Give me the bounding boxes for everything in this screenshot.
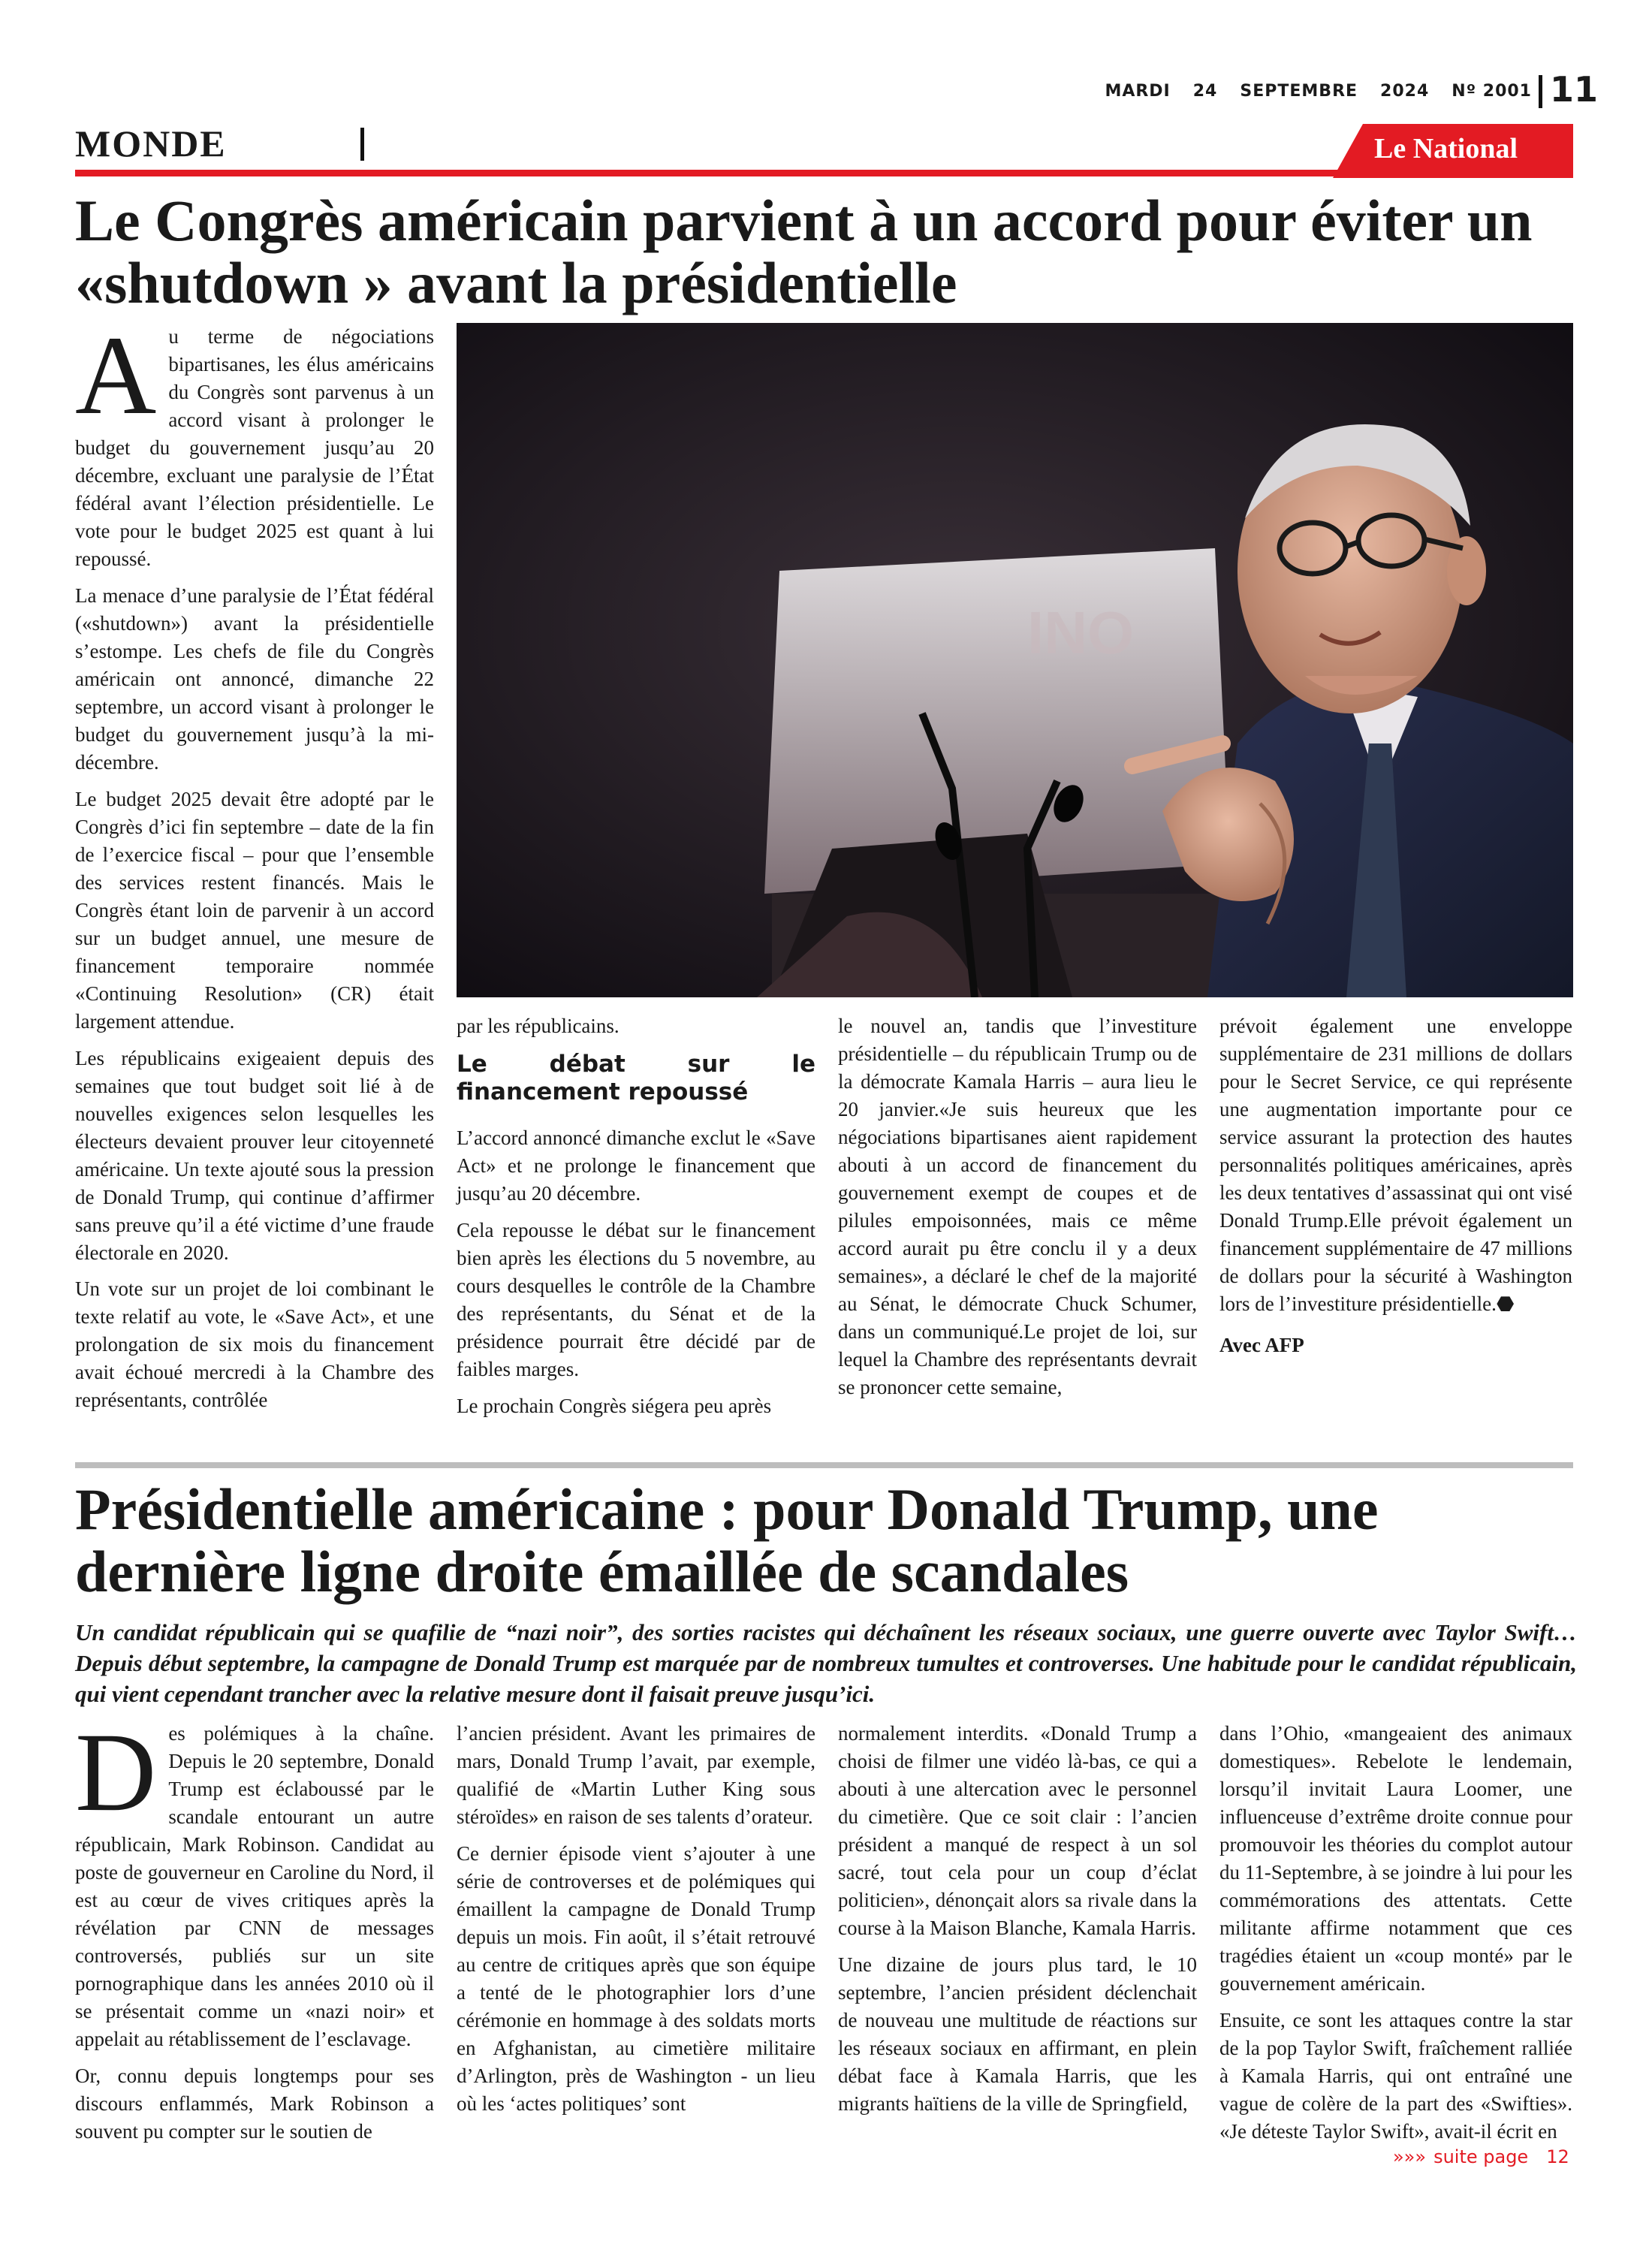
article1-column-1 xyxy=(75,313,434,1423)
end-mark-icon: ⬣ xyxy=(1496,1292,1515,1315)
paragraph: Ce dernier épisode vient s’ajouter à une série de controverses et de polémiques qui émaillent la campagne de Donald Trump depuis un mois. Fin août, il s’était retrouvé au centre de critiques après que son équipe a tenté de le photographier lors d’une cérémonie en hommage à des soldats morts en Afghanistan, au cimetière militaire d’Arlington, près de Washington - un lieu où les ‘actes politiques’ sont xyxy=(457,1841,815,2115)
article1-column-3 xyxy=(838,1012,1197,1410)
article-separator xyxy=(75,1462,1573,1468)
paragraph: L’accord annoncé dimanche exclut le «Save Act» et ne prolonge le financement que jusqu’au 20 décembre. xyxy=(457,1126,815,1205)
drop-cap: A xyxy=(75,313,157,438)
paragraph: Le prochain Congrès siégera peu après xyxy=(457,1395,772,1418)
article1-subheading: Le débat sur le financement repoussé xyxy=(457,1050,815,1106)
paragraph: prévoit également une enveloppe supplémentaire de 231 millions de dollars pour le Secret Service, ce qui représente une augmentation importante pour ce service assurant la protection des hautes personnalités politiques américaines, après les deux tentatives d’assassinat qui ont visé Donald Trump.Elle prévoit également un financement supplémentaire de 47 millions de dollars pour la sécurité à Washington lors de l’investiture présidentielle. xyxy=(1219,1015,1572,1315)
paragraph: Les républicains exigeaient depuis des semaines que tout budget soit lié à de nouvelles exigences selon lesquelles les électeurs devaient prouver leur citoyenneté américaine. Un texte ajouté sous la pression de Donald Trump, qui continue d’affirmer sans preuve qu’il a été victime d’une fraude électorale en 2020. xyxy=(75,1046,434,1264)
page-number: 11 xyxy=(1550,69,1599,110)
paragraph: La menace d’une paralysie de l’État fédéral («shutdown») avant la présidentielle s’estompe. Les chefs de file du Congrès américain ont annoncé, dimanche 22 septembre, un accord visant à prolonger le budget du gouvernement jusqu’à la mi-décembre. xyxy=(75,584,434,774)
header-divider xyxy=(1539,75,1542,108)
paragraph: Cela repousse le débat sur le financement bien après les élections du 5 novembre, au cours desquelles le contrôle de la Chambre des représentants, du Sénat et de la présidence pourrait être décidé par de faibles marges. xyxy=(457,1219,815,1381)
article2-lead: Un candidat républicain qui se quafilie de “nazi noir”, des sorties racistes qui déchaînent les réseaux sociaux, une guerre ouverte avec Taylor Swift… Depuis début septembre, la campagne de Donald Trump est marquée par de nombreux tumultes et controverses. Une habitude pour le candidat républicain, qui vient cependant trancher avec la relative mesure dont il faisait preuve jusqu’ici. xyxy=(75,1619,1577,1707)
section-divider xyxy=(360,128,364,161)
suite-label: suite page xyxy=(1433,2146,1529,2167)
article1-title: Le Congrès américain parvient à un accord pour éviter un «shutdown » avant la présidentielle xyxy=(75,188,1533,316)
article1-signature: Avec AFP xyxy=(1219,1333,1304,1356)
paragraph: Ensuite, ce sont les attaques contre la star de la pop Taylor Swift, fraîchement ralliée à Kamala Harris, qui ont entraîné une vague de colère de la part des «Swifties». «Je déteste Taylor Swift», avait-il écrit en xyxy=(1219,2008,1572,2143)
paragraph: u terme de négociations bipartisanes, les élus américains du Congrès sont parvenus à un accord visant à prolonger le budget du gouvernement jusqu’au 20 décembre, excluant une paralysie de l’État fédéral avant l’élection présidentielle. Le vote pour le budget 2025 est quant à lui repoussé. xyxy=(75,325,434,570)
suite-page-number: 12 xyxy=(1546,2146,1569,2167)
paragraph: par les républicains. xyxy=(457,1015,620,1037)
article2-column-1 xyxy=(75,1710,434,2155)
article2-title: Présidentielle américaine : pour Donald Trump, une dernière ligne droite émaillée de scandales xyxy=(75,1476,1379,1605)
article2-column-3 xyxy=(838,1720,1197,2127)
section-label: MONDE xyxy=(75,122,227,164)
paragraph: Un vote sur un projet de loi combinant le texte relatif au vote, le «Save Act», et une prolongation de six mois du financement avait échoué mercredi à la Chambre des représentants, contrôlée xyxy=(75,1277,434,1412)
issue-number: Nº 2001 xyxy=(1452,82,1532,101)
article1-column-2 xyxy=(457,1012,815,1429)
article1-column-4 xyxy=(1219,1012,1572,1359)
svg-text:INO: INO xyxy=(1027,599,1135,666)
issue-date xyxy=(1105,82,1532,101)
year: 2024 xyxy=(1380,82,1430,101)
drop-cap: D xyxy=(75,1710,157,1835)
paragraph: dans l’Ohio, «mangeaient des animaux domestiques». Rebelote le lendemain, lorsqu’il invitait Laura Loomer, une influenceuse d’extrême droite connue pour promouvoir les théories du complot autour du 11-Septembre, à se joindre à lui pour les commémorations des attentats. Cette militante affirme notamment que ces tragédies étaient un «coup monté» par le gouvernement américain. xyxy=(1219,1722,1572,1995)
date-number: 24 xyxy=(1192,82,1218,101)
article2-column-4 xyxy=(1219,1720,1572,2155)
paragraph: l’ancien président. Avant les primaires de mars, Donald Trump l’avait, par exemple, qualifié de «Martin Luther King sous stéroïdes» en raison de ses talents d’orateur. xyxy=(457,1722,815,1828)
paragraph: es polémiques à la chaîne. Depuis le 20 septembre, Donald Trump est éclaboussé par le scandale entourant un autre républicain, Mark Robinson. Candidat au poste de gouverneur en Caroline du Nord, il est au cœur de vives critiques après la révélation par CNN de messages controversés, publiés sur un site pornographique dans les années 2010 où il se présentait comme un «nazi noir» et appelait au rétablissement de l’esclavage. xyxy=(75,1722,434,2050)
article2-column-2 xyxy=(457,1720,815,2127)
month: SEPTEMBRE xyxy=(1240,82,1358,101)
paragraph: le nouvel an, tandis que l’investiture présidentielle – du républicain Trump ou de la démocrate Kamala Harris – aura lieu le 20 janvier.«Je suis heureux que les négociations bipartisanes aient rapidement abouti à un accord de financement du gouvernement exempt de coupes et de pilules empoisonnées, mais ce même accord aurait pu être conclu il y a deux semaines», a déclaré le chef de la majorité au Sénat, le démocrate Chuck Schumer, dans un communiqué.Le projet de loi, sur lequel la Chambre des représentants devrait se prononcer cette semaine, xyxy=(838,1015,1197,1398)
paragraph: normalement interdits. «Donald Trump a choisi de filmer une vidéo là-bas, ce qui a abouti à une altercation avec le personnel du cimetière. Que ce soit clair : l’ancien président a manqué de respect à un sol sacré, tout cela pour un coup d’éclat politicien», dénonçait alors sa rivale dans la course à la Maison Blanche, Kamala Harris. xyxy=(838,1722,1197,1939)
header-rule xyxy=(75,170,1573,176)
speaker-at-podium-image xyxy=(457,323,1573,997)
continued-link[interactable] xyxy=(1393,2146,1569,2167)
brand-name: Le National xyxy=(1374,133,1518,164)
day: MARDI xyxy=(1105,82,1171,101)
paragraph: Or, connu depuis longtemps pour ses discours enflammés, Mark Robinson a souvent pu compter sur le soutien de xyxy=(75,2064,434,2143)
paragraph: Le budget 2025 devait être adopté par le Congrès d’ici fin septembre – date de la fin de l’exercice fiscal – pour que l’ensemble des services restent financés. Mais le Congrès étant loin de parvenir à un accord sur un budget annuel, une mesure de financement temporaire nommée «Continuing Resolution» (CR) était largement attendue. xyxy=(75,787,434,1033)
paragraph: Une dizaine de jours plus tard, le 10 septembre, l’ancien président déclenchait de nouveau une multitude de réactions sur les réseaux sociaux en affirmant, en plein débat face à Kamala Harris, que les migrants haïtiens de la ville de Springfield, xyxy=(838,1953,1197,2115)
article1-photo xyxy=(457,323,1573,997)
chevrons-icon: »»» xyxy=(1393,2146,1427,2167)
